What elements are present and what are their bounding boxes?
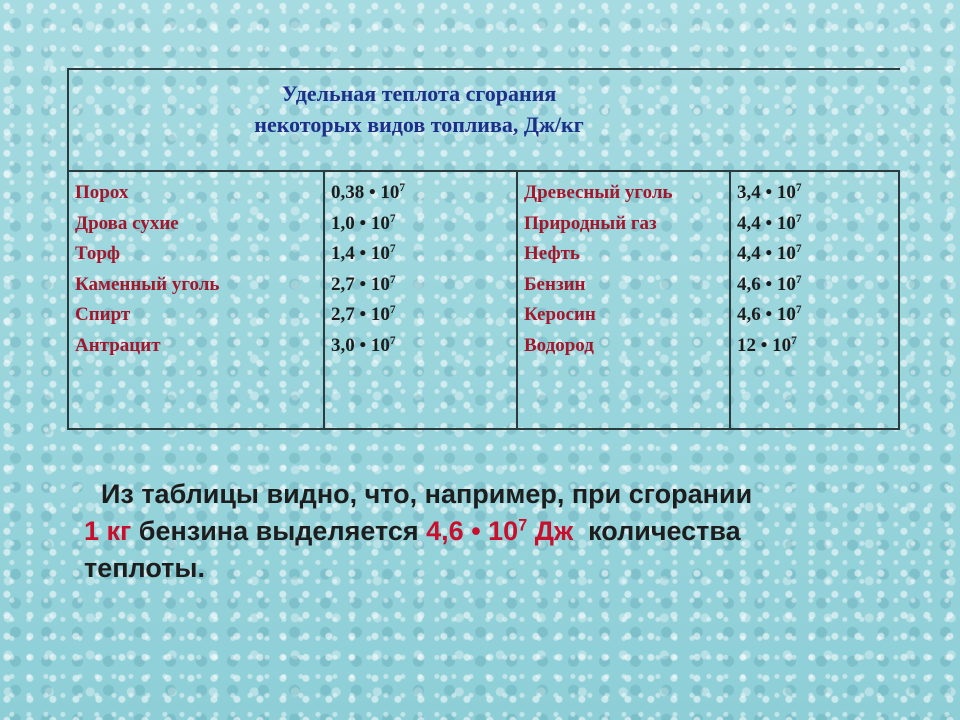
multiply-sign: • <box>354 334 371 356</box>
right-fuel-name: Керосин <box>524 304 596 325</box>
value-base: 10 <box>370 212 390 234</box>
right-heat-value <box>731 270 900 301</box>
left-fuel-name: Дрова сухие <box>75 212 179 234</box>
multiply-sign: • <box>364 182 381 203</box>
value-base: 10 <box>776 243 796 264</box>
value-mantissa: 3,4 <box>737 182 761 203</box>
value-mantissa: 1,4 <box>331 243 355 264</box>
caption-part-3: количества <box>573 516 741 546</box>
left-fuel-name: Торф <box>75 243 121 264</box>
left-heat-value <box>325 209 516 240</box>
multiply-sign: • <box>760 243 777 264</box>
right-fuel-name: Нефть <box>524 243 580 264</box>
left-fuel-name: Каменный уголь <box>75 273 220 295</box>
right-heat-value <box>731 239 900 270</box>
value-base: 10 <box>776 212 796 234</box>
caption-mass: 1 кг <box>84 516 132 546</box>
value-base: 10 <box>776 273 796 295</box>
right-fuel-name: Бензин <box>524 273 586 295</box>
fuel-heat-table <box>67 68 900 430</box>
left-heat-value <box>325 178 516 209</box>
right-heat-value <box>731 331 900 362</box>
value-mantissa: 4,6 <box>737 304 761 325</box>
multiply-sign: • <box>354 304 371 325</box>
value-mantissa: 4,4 <box>737 212 761 234</box>
left-heat-value <box>325 270 516 301</box>
right-fuel-column <box>516 172 729 428</box>
caption-value-exponent: 7 <box>518 516 528 535</box>
value-exponent: 7 <box>791 334 797 347</box>
value-exponent: 7 <box>795 304 802 317</box>
value-exponent: 7 <box>389 243 396 256</box>
value-exponent: 7 <box>795 243 802 256</box>
value-exponent: 7 <box>795 212 802 225</box>
caption-value-mantissa: 4,6 • 10 <box>426 516 519 546</box>
value-base: 10 <box>776 304 796 325</box>
left-fuel-name: Спирт <box>75 304 131 325</box>
right-heat-value <box>731 209 900 240</box>
caption-part-4: теплоты. <box>84 553 205 583</box>
value-mantissa: 12 <box>737 334 756 356</box>
value-base: 10 <box>776 182 796 203</box>
left-fuel-column <box>69 172 323 428</box>
value-mantissa: 2,7 <box>331 304 355 325</box>
caption-value-unit: Дж <box>527 516 574 546</box>
left-fuel-name: Порох <box>75 182 129 203</box>
multiply-sign: • <box>760 212 777 234</box>
table-title-cell <box>67 68 900 170</box>
left-value-column <box>323 172 516 428</box>
caption-value <box>426 516 573 546</box>
left-heat-value <box>325 331 516 362</box>
value-mantissa: 4,6 <box>737 273 761 295</box>
multiply-sign: • <box>760 182 777 203</box>
value-exponent: 7 <box>795 182 802 195</box>
value-mantissa: 3,0 <box>331 334 355 356</box>
right-value-column <box>729 172 900 428</box>
left-heat-value <box>325 300 516 331</box>
multiply-sign: • <box>354 212 371 234</box>
caption-part-2: бензина выделяется <box>131 516 427 546</box>
value-base: 10 <box>370 243 390 264</box>
table-title-line-1: Удельная теплота сгорания <box>281 81 557 106</box>
value-exponent: 7 <box>389 304 396 317</box>
value-base: 10 <box>370 334 390 356</box>
table-title-line-2: некоторых видов топлива, Дж/кг <box>254 112 584 137</box>
conclusion-text <box>84 476 844 587</box>
caption-part-1: Из таблицы видно, что, например, при сгорании <box>101 479 753 509</box>
value-mantissa: 4,4 <box>737 243 761 264</box>
multiply-sign: • <box>756 334 773 356</box>
right-fuel-name: Древесный уголь <box>524 182 673 203</box>
left-fuel-name: Антрацит <box>75 334 161 356</box>
multiply-sign: • <box>354 273 371 295</box>
multiply-sign: • <box>760 273 777 295</box>
value-base: 10 <box>380 182 400 203</box>
multiply-sign: • <box>760 304 777 325</box>
value-mantissa: 1,0 <box>331 212 355 234</box>
value-mantissa: 0,38 <box>331 182 365 203</box>
value-exponent: 7 <box>389 334 396 347</box>
table-grid <box>67 170 900 430</box>
right-heat-value <box>731 178 900 209</box>
value-mantissa: 2,7 <box>331 273 355 295</box>
right-fuel-name: Водород <box>524 334 594 356</box>
value-base: 10 <box>370 304 390 325</box>
value-base: 10 <box>772 334 792 356</box>
value-exponent: 7 <box>389 212 396 225</box>
left-heat-value <box>325 239 516 270</box>
table-title <box>69 78 769 140</box>
value-exponent: 7 <box>795 273 802 286</box>
multiply-sign: • <box>354 243 371 264</box>
value-exponent: 7 <box>399 182 406 195</box>
right-fuel-name: Природный газ <box>524 212 657 234</box>
value-exponent: 7 <box>389 273 396 286</box>
value-base: 10 <box>370 273 390 295</box>
right-heat-value <box>731 300 900 331</box>
